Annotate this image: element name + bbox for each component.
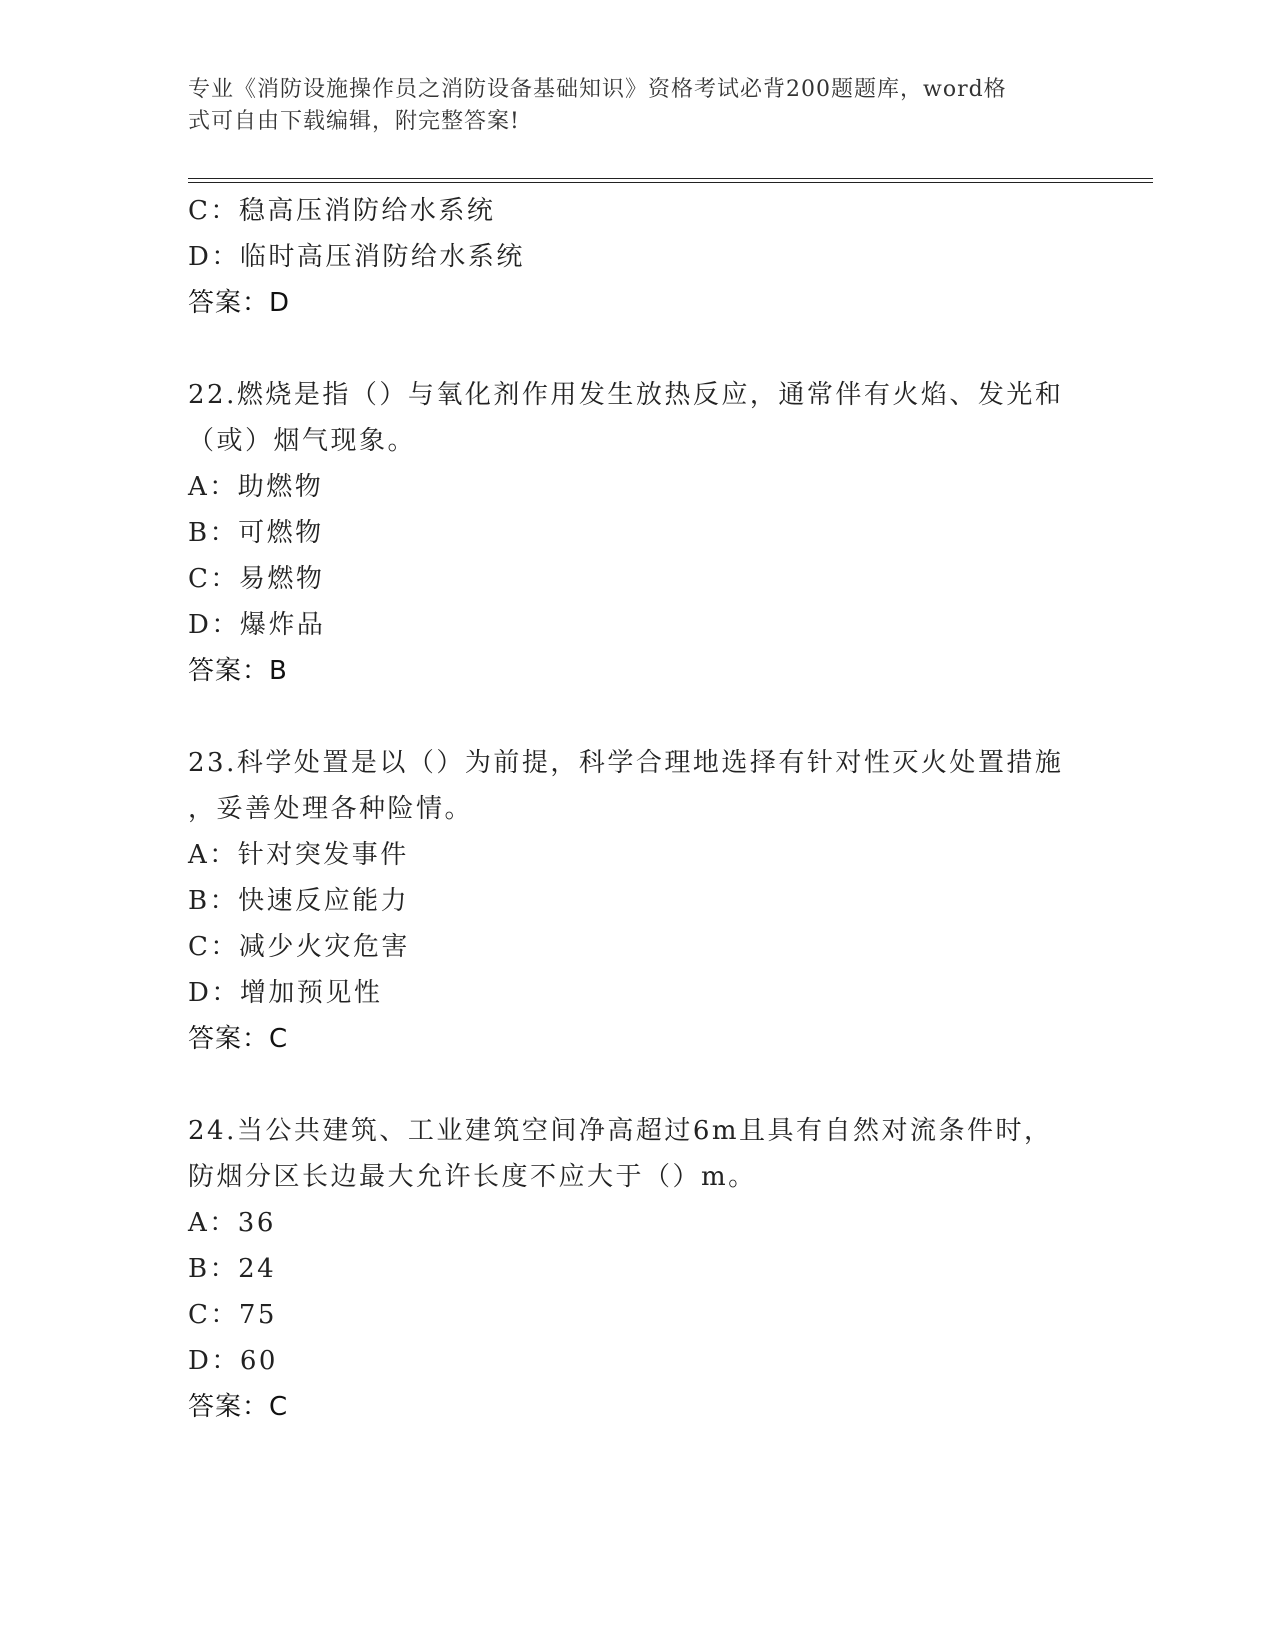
option-c: C：稳高压消防给水系统 <box>188 196 496 226</box>
question-21-tail <box>188 188 1088 326</box>
spacer <box>188 326 1088 372</box>
option-b: B：24 <box>188 1254 277 1284</box>
spacer <box>188 694 1088 740</box>
question-24 <box>188 1108 1088 1430</box>
option-a: A：36 <box>188 1208 276 1238</box>
option-a: A：助燃物 <box>188 472 324 502</box>
answer-line: 答案：B <box>188 656 288 686</box>
answer-line: 答案：D <box>188 288 291 318</box>
document-header <box>188 74 1068 138</box>
answer-line: 答案：C <box>188 1392 289 1422</box>
question-text-line-2: （或）烟气现象。 <box>188 426 417 456</box>
option-c: C：75 <box>188 1300 277 1330</box>
option-d: D：60 <box>188 1346 278 1376</box>
header-line-1: 专业《消防设施操作员之消防设备基础知识》资格考试必背200题题库，word格 <box>188 77 1007 102</box>
question-text-line-1: 24.当公共建筑、工业建筑空间净高超过6m且具有自然对流条件时， <box>188 1116 1053 1146</box>
option-d: D：临时高压消防给水系统 <box>188 242 525 272</box>
answer-line: 答案：C <box>188 1024 289 1054</box>
spacer <box>188 1062 1088 1108</box>
header-divider-top <box>188 178 1153 179</box>
header-line-2: 式可自由下载编辑，附完整答案! <box>188 109 520 134</box>
question-text-line-1: 22.燃烧是指（）与氧化剂作用发生放热反应，通常伴有火焰、发光和 <box>188 380 1064 410</box>
question-22 <box>188 372 1088 694</box>
option-c: C：易燃物 <box>188 564 325 594</box>
question-text-line-1: 23.科学处置是以（）为前提，科学合理地选择有针对性灭火处置措施 <box>188 748 1064 778</box>
header-divider-bottom <box>188 182 1153 183</box>
question-list <box>188 188 1088 1430</box>
option-c: C：减少火灾危害 <box>188 932 410 962</box>
option-a: A：针对突发事件 <box>188 840 409 870</box>
option-d: D：爆炸品 <box>188 610 326 640</box>
option-b: B：可燃物 <box>188 518 324 548</box>
question-text-line-2: ，妥善处理各种险情。 <box>188 794 474 824</box>
question-23 <box>188 740 1088 1062</box>
option-d: D：增加预见性 <box>188 978 383 1008</box>
option-b: B：快速反应能力 <box>188 886 410 916</box>
question-text-line-2: 防烟分区长边最大允许长度不应大于（）m。 <box>188 1162 757 1192</box>
